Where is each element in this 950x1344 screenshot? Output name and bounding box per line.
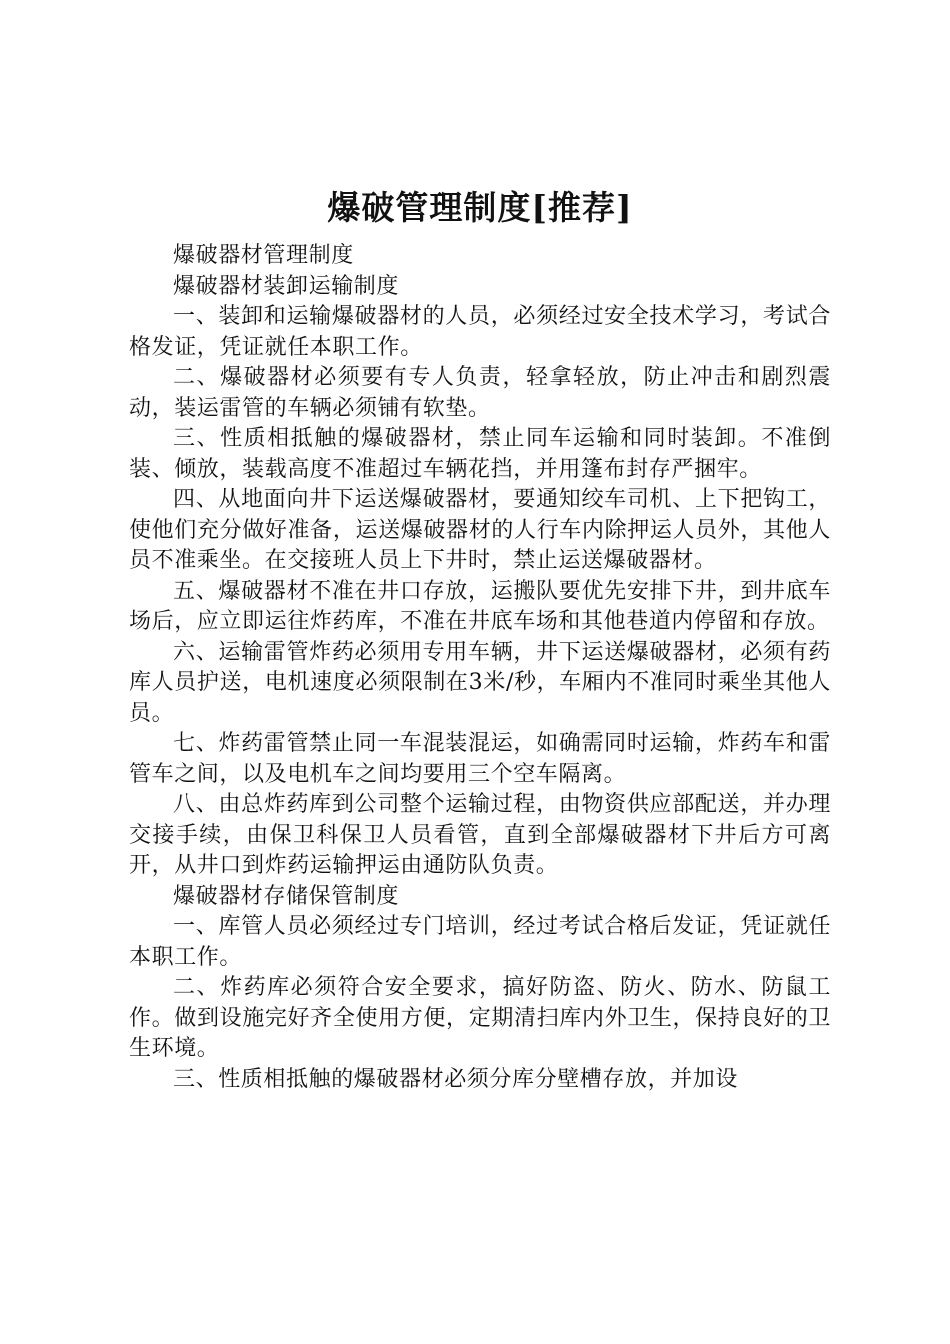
paragraph: 二、爆破器材必须要有专人负责，轻拿轻放，防止冲击和剧烈震动，装运雷管的车辆必须铺有软垫。 [129,365,831,421]
section-heading: 爆破器材管理制度 [173,243,354,268]
paragraph: 六、运输雷管炸药必须用专用车辆，井下运送爆破器材，必须有药库人员护送，电机速度必须限制在3米/秒，车厢内不准同时乘坐其他人员。 [129,639,831,726]
document-title: 爆破管理制度[推荐] [327,188,633,227]
paragraph: 三、性质相抵触的爆破器材必须分库分壁槽存放，并加设 [173,1066,739,1092]
paragraph: 四、从地面向井下运送爆破器材，要通知绞车司机、上下把钩工，使他们充分做好准备，运送爆破器材的人行车内除押运人员外，其他人员不准乘坐。在交接班人员上下井时，禁止运送爆破器材。 [129,487,831,573]
document-page [129,185,831,1095]
section-heading: 爆破器材装卸运输制度 [173,273,400,299]
paragraph: 五、爆破器材不准在井口存放，运搬队要优先安排下井，到井底车场后，应立即运往炸药库，不准在井底车场和其他巷道内停留和存放。 [129,578,831,634]
paragraph: 八、由总炸药库到公司整个运输过程，由物资供应部配送，并办理交接手续，由保卫科保卫人员看管，直到全部爆破器材下井后方可离开，从井口到炸药运输押运由通防队负责。 [129,792,831,878]
section-heading: 爆破器材存储保管制度 [173,883,400,909]
paragraph: 三、性质相抵触的爆破器材，禁止同车运输和同时装卸。不准倒装、倾放，装载高度不准超过车辆花挡，并用篷布封存严捆牢。 [129,426,831,482]
paragraph: 七、炸药雷管禁止同一车混装混运，如确需同时运输，炸药车和雷管车之间，以及电机车之间均要用三个空车隔离。 [129,731,831,787]
paragraph: 一、装卸和运输爆破器材的人员，必须经过安全技术学习，考试合格发证，凭证就任本职工作。 [129,304,831,360]
paragraph: 二、炸药库必须符合安全要求，搞好防盗、防火、防水、防鼠工作。做到设施完好齐全使用方便，定期清扫库内外卫生，保持良好的卫生环境。 [129,975,831,1061]
paragraph: 一、库管人员必须经过专门培训，经过考试合格后发证，凭证就任本职工作。 [129,914,831,970]
